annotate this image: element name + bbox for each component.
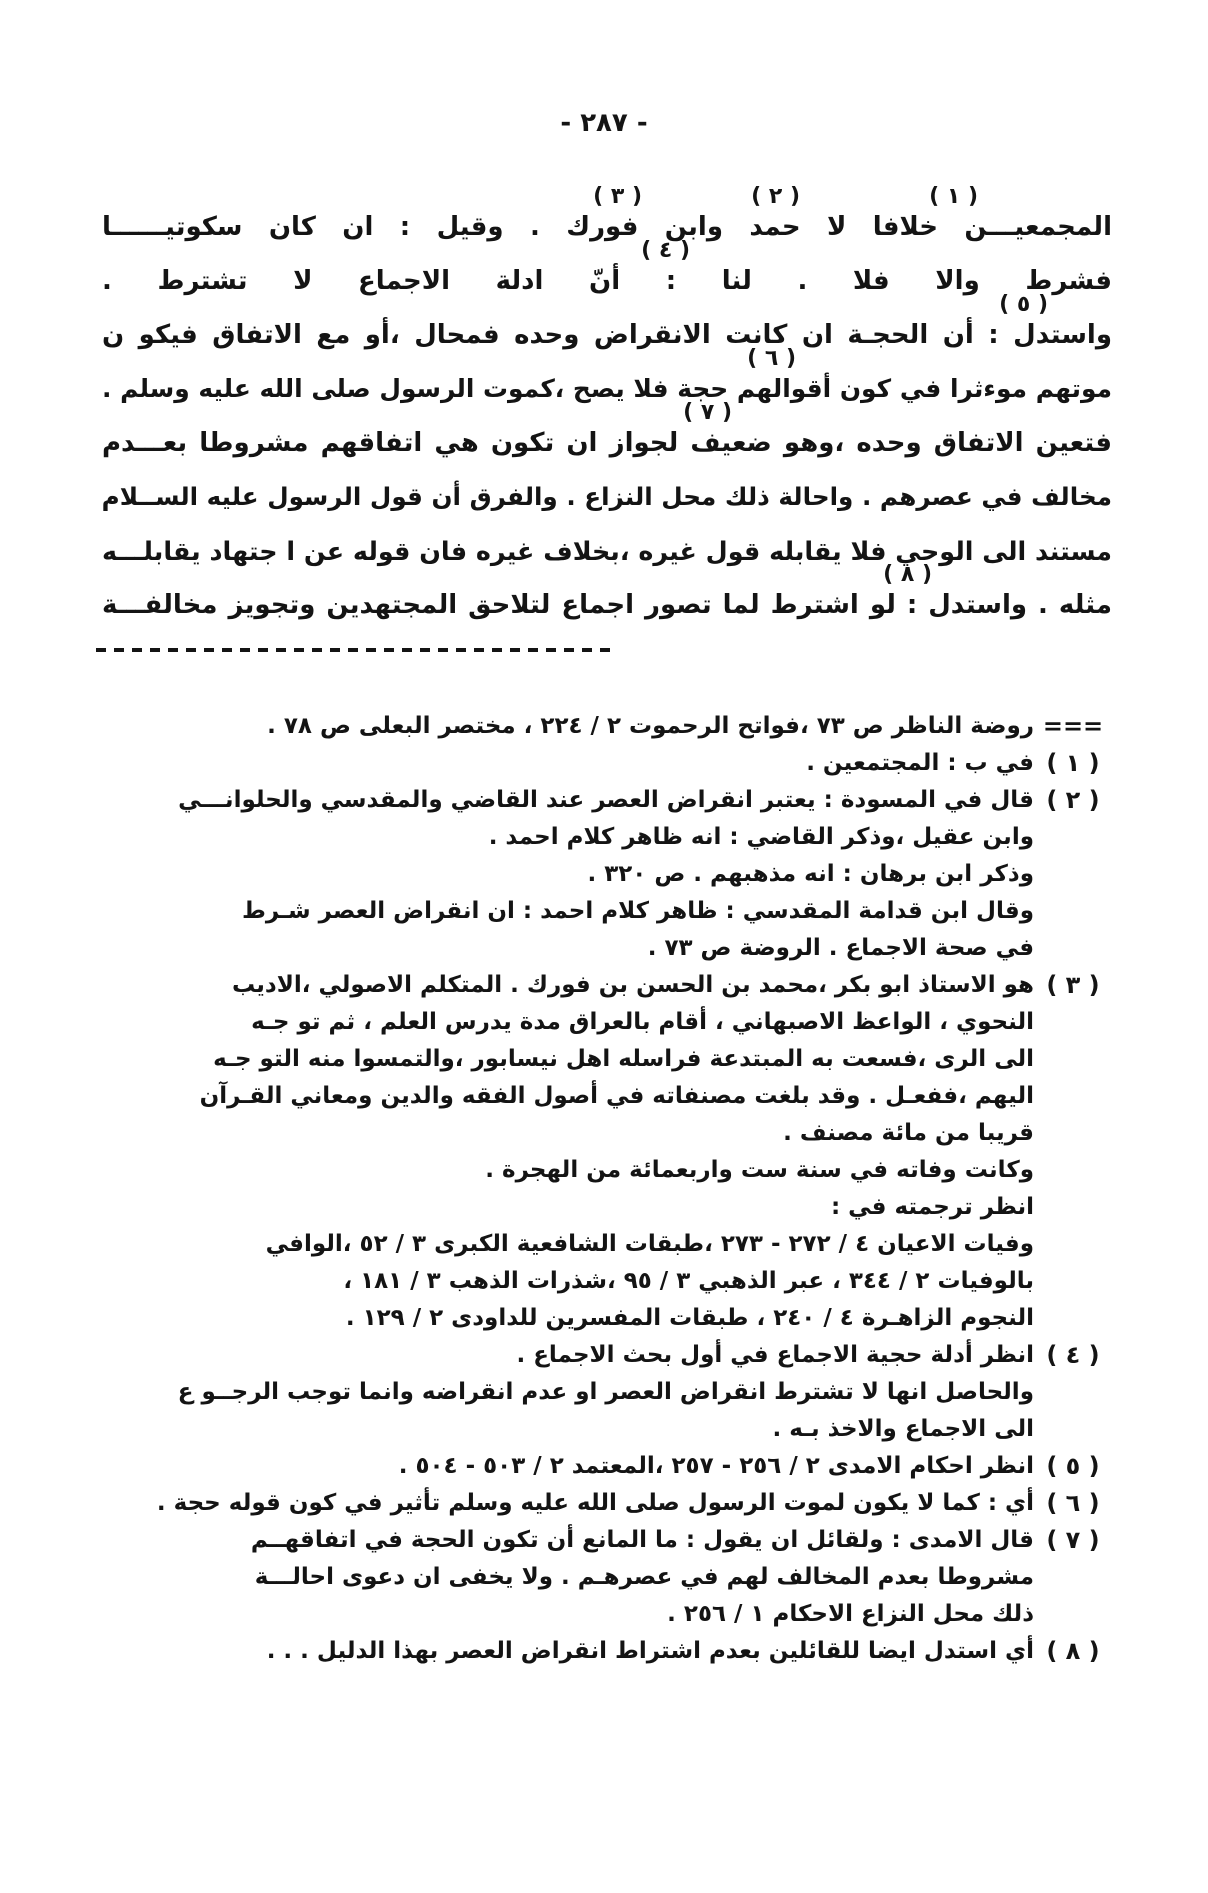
main-text-line <box>102 184 1112 254</box>
footnote-body <box>100 1522 1034 1633</box>
footnote-body <box>100 1633 1034 1670</box>
footnote-reference-mark: ( ٤ ) <box>641 238 690 263</box>
footnote-line: قال الامدى : ولقائل ان يقول : ما المانع أن تكون الحجة في اتفاقهــم <box>250 1527 1034 1553</box>
footnotes-block <box>100 708 1112 1670</box>
footnote-reference-mark: ( ٨ ) <box>883 562 932 587</box>
footnote-body <box>100 1485 1034 1522</box>
main-text-line-content: فتعين الاتفاق وحده ،وهو ضعيف لجواز ان تكون هي اتفاقهم مشروطا بعـــدم <box>102 428 1112 458</box>
footnote-line: وقال ابن قدامة المقدسي : ظاهر كلام احمد : ان انقراض العصر شـرط <box>241 898 1034 924</box>
main-text-line-content: فشرط والا فلا . لنا : أنّ ادلة الاجماع لا تشترط . <box>102 266 1112 296</box>
main-text-line <box>102 524 1112 578</box>
footnote-line: وفيات الاعيان ٤ / ٢٧٢ - ٢٧٣ ،طبقات الشافعية الكبرى ٣ / ٥٢ ،الوافي <box>265 1231 1034 1257</box>
footnote-reference-mark: ( ٣ ) <box>593 184 642 209</box>
footnote-body <box>100 1448 1034 1485</box>
footnote <box>100 745 1112 782</box>
footnote <box>100 708 1112 745</box>
main-text-line-content: مثله . واستدل : لو اشترط لما تصور اجماع لتلاحق المجتهدين وتجويز مخالفـــة <box>102 590 1112 620</box>
footnote-number: ( ٢ ) <box>1046 786 1100 814</box>
footnote-line: ذلك محل النزاع الاحكام ١ / ٢٥٦ . <box>667 1601 1034 1627</box>
footnote-line: أي استدل ايضا للقائلين بعدم اشتراط انقراض العصر بهذا الدليل . . . <box>266 1638 1034 1664</box>
footnote-line: وكانت وفاته في سنة ست واربعمائة من الهجرة . <box>485 1157 1034 1183</box>
footnote-reference-mark: ( ١ ) <box>929 184 978 209</box>
main-text-line-content: واستدل : أن الحجـة ان كانت الانقراض وحده فمحال ،أو مع الاتفاق فيكو ن <box>102 320 1112 350</box>
footnote <box>100 782 1112 967</box>
footnote-line: اليهم ،ففعـل . وقد بلغت مصنفاته في أصول الفقه والدين ومعاني القـرآن <box>199 1083 1034 1109</box>
main-text-line-content: مستند الى الوحي فلا يقابله قول غيره ،بخلاف غيره فان قوله عن ا جتهاد يقابلـــه <box>102 536 1112 566</box>
footnote <box>100 1633 1112 1670</box>
footnote-line: انظر احكام الامدى ٢ / ٢٥٦ - ٢٥٧ ،المعتمد ٢ / ٥٠٣ - ٥٠٤ . <box>398 1453 1034 1479</box>
footnote-reference-mark: ( ٧ ) <box>683 400 732 425</box>
footnote <box>100 1522 1112 1633</box>
main-text-line-content: مخالف في عصرهم . واحالة ذلك محل النزاع . والفرق أن قول الرسول عليه الســلام <box>101 482 1112 511</box>
footnote-number: ( ٤ ) <box>1046 1341 1100 1369</box>
footnote-line: مشروطا بعدم المخالف لهم في عصرهـم . ولا يخفى ان دعوى احالـــة <box>254 1564 1034 1590</box>
footnote-number: === <box>1042 712 1104 740</box>
footnote-line: وذكر ابن برهان : انه مذهبهم . ص ٣٢٠ . <box>587 861 1034 887</box>
main-text-line <box>102 238 1112 308</box>
footnote <box>100 967 1112 1337</box>
footnote-line: هو الاستاذ ابو بكر ،محمد بن الحسن بن فورك . المتكلم الاصولي ،الاديب <box>231 972 1034 998</box>
footnote-reference-mark: ( ٥ ) <box>999 292 1048 317</box>
footnote-line: النجوم الزاهـرة ٤ / ٢٤٠ ، طبقات المفسرين للداودى ٢ / ١٢٩ . <box>345 1305 1034 1331</box>
footnote-number: ( ٥ ) <box>1046 1452 1100 1480</box>
footnote-line: انظر أدلة حجية الاجماع في أول بحث الاجماع . <box>516 1342 1034 1368</box>
footnote-line: قال في المسودة : يعتبر انقراض العصر عند القاضي والمقدسي والحلوانـــي <box>178 787 1034 813</box>
main-text-line <box>102 400 1112 470</box>
main-text-line <box>102 562 1112 632</box>
footnote-reference-mark: ( ٦ ) <box>747 346 796 371</box>
footnote-number: ( ١ ) <box>1046 749 1100 777</box>
footnote-body <box>100 708 1034 745</box>
footnote-line: الى الاجماع والاخذ بـه . <box>772 1416 1034 1442</box>
footnote <box>100 1337 1112 1448</box>
footnote-line: قريبا من مائة مصنف . <box>783 1120 1034 1146</box>
footnote-separator <box>96 648 616 652</box>
page-number: - ٢٨٧ - <box>560 108 648 138</box>
footnote-line: النحوي ، الواعظ الاصبهاني ، أقام بالعراق مدة يدرس العلم ، ثم تو جـه <box>251 1009 1034 1035</box>
main-text-block <box>101 184 1112 632</box>
footnote-number: ( ٧ ) <box>1046 1526 1100 1554</box>
footnote-line: وابن عقيل ،وذكر القاضي : انه ظاهر كلام احمد . <box>488 824 1034 850</box>
footnote-reference-mark: ( ٢ ) <box>751 184 800 209</box>
footnote <box>100 1485 1112 1522</box>
footnote <box>100 1448 1112 1485</box>
footnote-body <box>100 967 1034 1337</box>
footnote-line: في ب : المجتمعين . <box>806 750 1034 776</box>
footnote-line: والحاصل انها لا تشترط انقراض العصر او عدم انقراضه وانما توجب الرجــو ع <box>177 1379 1034 1405</box>
main-text-line <box>102 292 1112 362</box>
footnote-line: الى الرى ،فسعت به المبتدعة فراسله اهل نيسابور ،والتمسوا منه التو جـه <box>213 1046 1034 1072</box>
main-text-line-content: المجمعيـــن خلافا لا حمد وابن فورك . وقيل : ان كان سكوتيــــــا <box>102 212 1112 242</box>
footnote-body <box>100 745 1034 782</box>
footnote-line: روضة الناظر ص ٧٣ ،فواتح الرحموت ٢ / ٢٢٤ ، مختصر البعلى ص ٧٨ . <box>267 713 1034 739</box>
main-text-line <box>102 346 1112 416</box>
footnote-line: بالوفيات ٢ / ٣٤٤ ، عبر الذهبي ٣ / ٩٥ ،شذرات الذهب ٣ / ١٨١ ، <box>343 1268 1034 1294</box>
main-text-line <box>102 470 1112 524</box>
footnote-number: ( ٨ ) <box>1046 1637 1100 1665</box>
footnote-line: في صحة الاجماع . الروضة ص ٧٣ . <box>647 935 1034 961</box>
footnote-body <box>100 782 1034 967</box>
footnote-line: انظر ترجمته في : <box>830 1194 1034 1220</box>
footnote-number: ( ٣ ) <box>1046 971 1100 999</box>
main-text-line-content: موتهم موءثرا في كون أقوالهم حجة فلا يصح ،كموت الرسول صلى الله عليه وسلم . <box>102 374 1112 403</box>
footnote-body <box>100 1337 1034 1448</box>
footnote-line: أي : كما لا يكون لموت الرسول صلى الله عليه وسلم تأثير في كون قوله حجة . <box>156 1490 1034 1516</box>
footnote-number: ( ٦ ) <box>1046 1489 1100 1517</box>
